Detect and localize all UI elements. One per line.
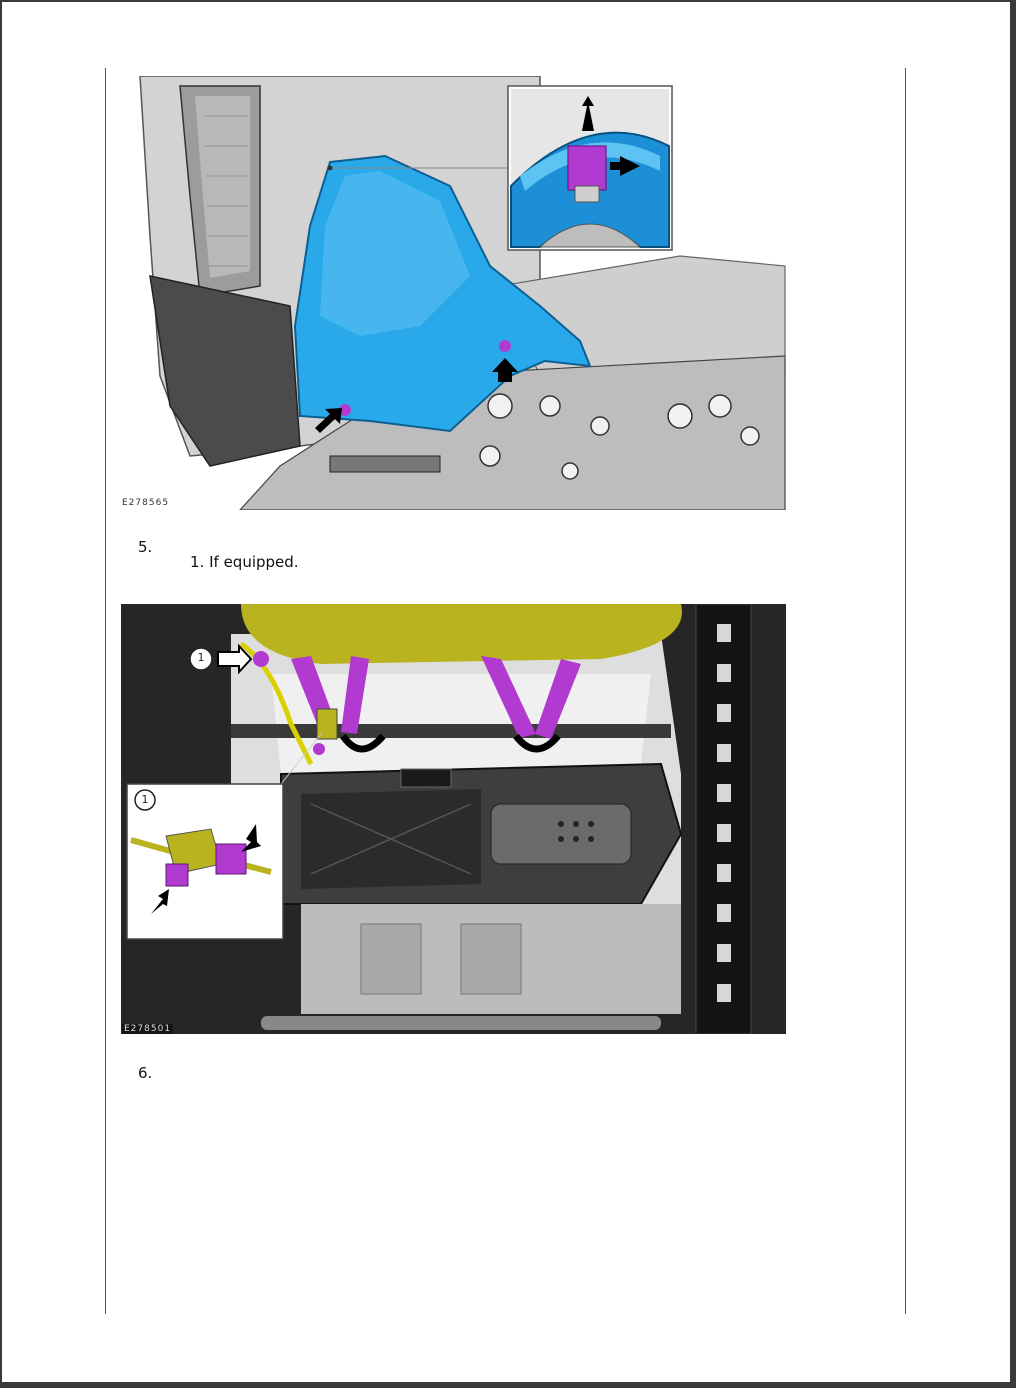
- right-margin-rule: [905, 68, 906, 1314]
- inset-detail: [508, 86, 672, 250]
- figure-seat-cushion-frame: [121, 604, 786, 1034]
- callout-number: 1: [197, 651, 205, 664]
- inset-connector-detail: [127, 784, 283, 939]
- step-number: 6.: [138, 1064, 153, 1082]
- figure-id: E278565: [122, 498, 170, 508]
- figure-id: E278501: [124, 1024, 172, 1034]
- seat-cushion-photo: [121, 604, 786, 1034]
- clip-marker: [499, 340, 511, 352]
- substep-index: 1.: [190, 553, 205, 571]
- step-number: 5.: [138, 538, 153, 556]
- figure-seat-side-trim: [120, 76, 786, 510]
- cushion-highlight: [241, 604, 682, 664]
- substep: [190, 553, 299, 571]
- seat-side-trim-illustration: [120, 76, 786, 510]
- document-page: [2, 2, 1010, 1382]
- substep-text: If equipped.: [209, 553, 299, 571]
- inset-callout-number: 1: [141, 793, 149, 806]
- clip-highlight: [568, 146, 606, 190]
- left-margin-rule: [105, 68, 106, 1314]
